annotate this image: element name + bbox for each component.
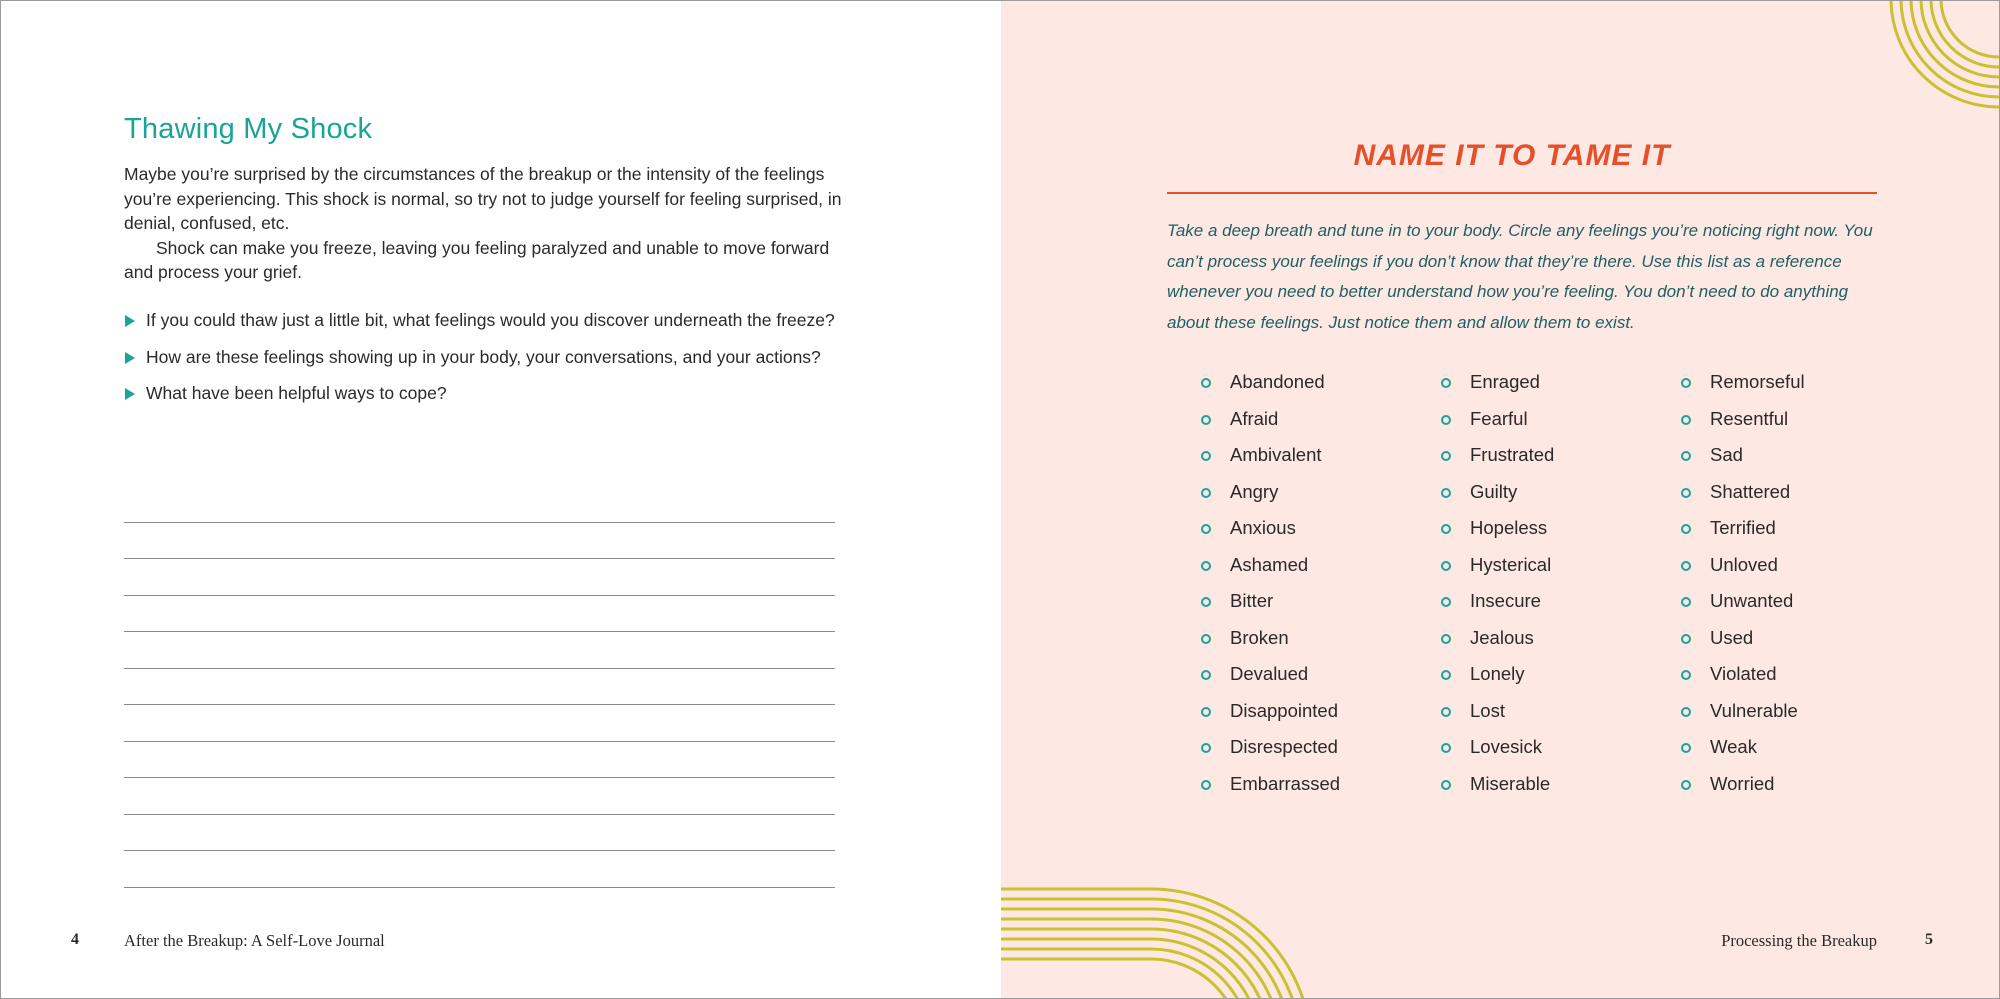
panel-title: NAME IT TO TAME IT <box>1353 139 1671 172</box>
circle-bullet-icon <box>1201 780 1211 790</box>
feeling-label: Vulnerable <box>1710 699 1798 721</box>
circle-bullet-icon <box>1201 378 1211 388</box>
feeling-label: Miserable <box>1470 772 1551 794</box>
intro-text <box>124 162 844 285</box>
circle-bullet-icon <box>1441 488 1451 498</box>
feeling-label: Terrified <box>1710 517 1776 538</box>
feeling-label: Devalued <box>1230 663 1309 684</box>
writing-area[interactable] <box>124 486 835 888</box>
prompt-item <box>124 345 844 370</box>
feeling-label: Unwanted <box>1710 590 1794 611</box>
feeling-option[interactable] <box>1201 474 1421 511</box>
feeling-label: Used <box>1710 626 1754 648</box>
circle-bullet-icon <box>1681 415 1691 425</box>
prompt-list <box>124 308 844 418</box>
feeling-label: Resentful <box>1710 407 1789 429</box>
feeling-option[interactable] <box>1681 401 1901 438</box>
page-title: Thawing My Shock <box>124 113 373 145</box>
prompt-text: How are these feelings showing up in your body, your conversations, and your actions? <box>146 346 821 367</box>
feeling-label: Unloved <box>1710 553 1778 575</box>
circle-bullet-icon <box>1441 707 1451 717</box>
decorative-arcs-top-icon <box>1819 1 1999 111</box>
circle-bullet-icon <box>1201 597 1211 607</box>
circle-bullet-icon <box>1201 707 1211 717</box>
triangle-bullet-icon <box>125 315 135 327</box>
feeling-option[interactable] <box>1441 510 1661 547</box>
feeling-option[interactable] <box>1201 729 1421 766</box>
feeling-label: Frustrated <box>1470 444 1555 465</box>
instructions-text: Take a deep breath and tune in to your body. Circle any feelings you’re noticing right now. You can’t process your feelings if you don’t know that they’re there. Use this list as a reference whenever you need to better understand how you’re feeling. You don’t need to do anything about these feelings. Just notice them and allow them to exist. <box>1167 221 1873 332</box>
circle-bullet-icon <box>1441 780 1451 790</box>
feeling-option[interactable] <box>1441 656 1661 693</box>
right-page <box>1001 1 1999 998</box>
feeling-option[interactable] <box>1681 547 1901 584</box>
feeling-label: Insecure <box>1470 590 1541 611</box>
circle-bullet-icon <box>1201 415 1211 425</box>
feeling-label: Angry <box>1230 480 1279 502</box>
feeling-option[interactable] <box>1201 437 1421 474</box>
writing-line[interactable] <box>124 778 835 815</box>
circle-bullet-icon <box>1201 488 1211 498</box>
feeling-label: Remorseful <box>1710 371 1805 392</box>
writing-line[interactable] <box>124 559 835 596</box>
feeling-label: Embarrassed <box>1230 772 1341 794</box>
feeling-label: Sad <box>1710 444 1743 465</box>
feeling-label: Ambivalent <box>1230 444 1322 465</box>
prompt-item <box>124 381 844 406</box>
circle-bullet-icon <box>1441 743 1451 753</box>
left-page <box>1 1 1001 998</box>
circle-bullet-icon <box>1441 561 1451 571</box>
feeling-label: Broken <box>1230 626 1289 648</box>
feeling-label: Weak <box>1710 736 1757 757</box>
circle-bullet-icon <box>1681 451 1691 461</box>
feeling-option[interactable] <box>1441 474 1661 511</box>
feelings-column-3 <box>1681 364 1901 802</box>
circle-bullet-icon <box>1201 634 1211 644</box>
circle-bullet-icon <box>1681 670 1691 680</box>
feeling-label: Lovesick <box>1470 736 1542 757</box>
circle-bullet-icon <box>1441 524 1451 534</box>
feeling-option[interactable] <box>1201 766 1421 803</box>
page-number-right: 5 <box>1925 931 1933 948</box>
feeling-option[interactable] <box>1681 620 1901 657</box>
feeling-option[interactable] <box>1201 364 1421 401</box>
circle-bullet-icon <box>1681 634 1691 644</box>
writing-line[interactable] <box>124 851 835 888</box>
writing-line[interactable] <box>124 523 835 560</box>
feeling-label: Disappointed <box>1230 699 1338 721</box>
circle-bullet-icon <box>1441 597 1451 607</box>
prompt-item <box>124 308 844 333</box>
feeling-label: Hopeless <box>1470 517 1548 538</box>
circle-bullet-icon <box>1441 415 1451 425</box>
feeling-option[interactable] <box>1681 437 1901 474</box>
page-number-left: 4 <box>71 931 79 948</box>
feeling-label: Lost <box>1470 699 1505 721</box>
feeling-option[interactable] <box>1201 656 1421 693</box>
intro-paragraph-1: Maybe you’re surprised by the circumstances of the breakup or the intensity of the feelings you’re experiencing. This shock is normal, so try not to judge yourself for feeling surprised, in denial, confused, etc. <box>124 164 842 233</box>
feeling-label: Hysterical <box>1470 553 1552 575</box>
feeling-option[interactable] <box>1201 547 1421 584</box>
feeling-label: Disrespected <box>1230 736 1338 757</box>
running-head-left: After the Breakup: A Self-Love Journal <box>124 931 385 950</box>
feeling-label: Fearful <box>1470 407 1528 429</box>
prompt-text: What have been helpful ways to cope? <box>146 383 447 403</box>
writing-line[interactable] <box>124 742 835 779</box>
feelings-column-1 <box>1201 364 1421 802</box>
feeling-option[interactable] <box>1441 583 1661 620</box>
feeling-option[interactable] <box>1441 729 1661 766</box>
feeling-label: Jealous <box>1470 626 1534 648</box>
feeling-option[interactable] <box>1441 364 1661 401</box>
feeling-label: Enraged <box>1470 371 1540 392</box>
feeling-option[interactable] <box>1201 510 1421 547</box>
title-rule <box>1167 192 1877 194</box>
feeling-option[interactable] <box>1201 693 1421 730</box>
circle-bullet-icon <box>1201 743 1211 753</box>
feeling-option[interactable] <box>1681 474 1901 511</box>
feeling-label: Worried <box>1710 772 1775 794</box>
feeling-option[interactable] <box>1441 766 1661 803</box>
circle-bullet-icon <box>1441 451 1451 461</box>
circle-bullet-icon <box>1681 378 1691 388</box>
feeling-option[interactable] <box>1201 620 1421 657</box>
running-head-right: Processing the Breakup <box>1721 931 1877 950</box>
circle-bullet-icon <box>1681 780 1691 790</box>
prompt-text: If you could thaw just a little bit, what feelings would you discover underneath the freeze? <box>146 310 835 330</box>
writing-line[interactable] <box>124 705 835 742</box>
circle-bullet-icon <box>1441 378 1451 388</box>
feeling-option[interactable] <box>1681 766 1901 803</box>
writing-line[interactable] <box>124 596 835 633</box>
feeling-label: Violated <box>1710 663 1777 684</box>
feeling-option[interactable] <box>1201 401 1421 438</box>
feeling-label: Bitter <box>1230 590 1274 611</box>
feeling-label: Abandoned <box>1230 371 1325 392</box>
feelings-column-2 <box>1441 364 1661 802</box>
circle-bullet-icon <box>1441 634 1451 644</box>
feeling-option[interactable] <box>1681 693 1901 730</box>
feeling-option[interactable] <box>1681 583 1901 620</box>
circle-bullet-icon <box>1681 743 1691 753</box>
feeling-option[interactable] <box>1201 583 1421 620</box>
feeling-label: Lonely <box>1470 663 1525 684</box>
feeling-label: Guilty <box>1470 480 1518 502</box>
decorative-arcs-bottom-icon <box>1001 886 1321 998</box>
feeling-option[interactable] <box>1681 729 1901 766</box>
circle-bullet-icon <box>1201 451 1211 461</box>
feeling-label: Anxious <box>1230 517 1296 538</box>
triangle-bullet-icon <box>125 388 135 400</box>
feeling-label: Ashamed <box>1230 553 1309 575</box>
writing-line[interactable] <box>124 669 835 706</box>
feeling-option[interactable] <box>1441 547 1661 584</box>
feelings-list <box>1201 364 1901 794</box>
circle-bullet-icon <box>1201 670 1211 680</box>
writing-line[interactable] <box>124 486 835 523</box>
triangle-bullet-icon <box>125 352 135 364</box>
feeling-option[interactable] <box>1441 401 1661 438</box>
circle-bullet-icon <box>1681 561 1691 571</box>
feeling-label: Afraid <box>1230 407 1279 429</box>
feeling-label: Shattered <box>1710 480 1791 502</box>
circle-bullet-icon <box>1681 488 1691 498</box>
intro-paragraph-2: Shock can make you freeze, leaving you feeling paralyzed and unable to move forward and process your grief. <box>124 237 830 282</box>
writing-line[interactable] <box>124 632 835 669</box>
writing-line[interactable] <box>124 815 835 852</box>
feeling-option[interactable] <box>1441 437 1661 474</box>
circle-bullet-icon <box>1201 561 1211 571</box>
circle-bullet-icon <box>1201 524 1211 534</box>
circle-bullet-icon <box>1681 597 1691 607</box>
feeling-option[interactable] <box>1441 693 1661 730</box>
feeling-option[interactable] <box>1441 620 1661 657</box>
circle-bullet-icon <box>1681 524 1691 534</box>
feeling-option[interactable] <box>1681 364 1901 401</box>
feeling-option[interactable] <box>1681 510 1901 547</box>
circle-bullet-icon <box>1681 707 1691 717</box>
circle-bullet-icon <box>1441 670 1451 680</box>
feeling-option[interactable] <box>1681 656 1901 693</box>
